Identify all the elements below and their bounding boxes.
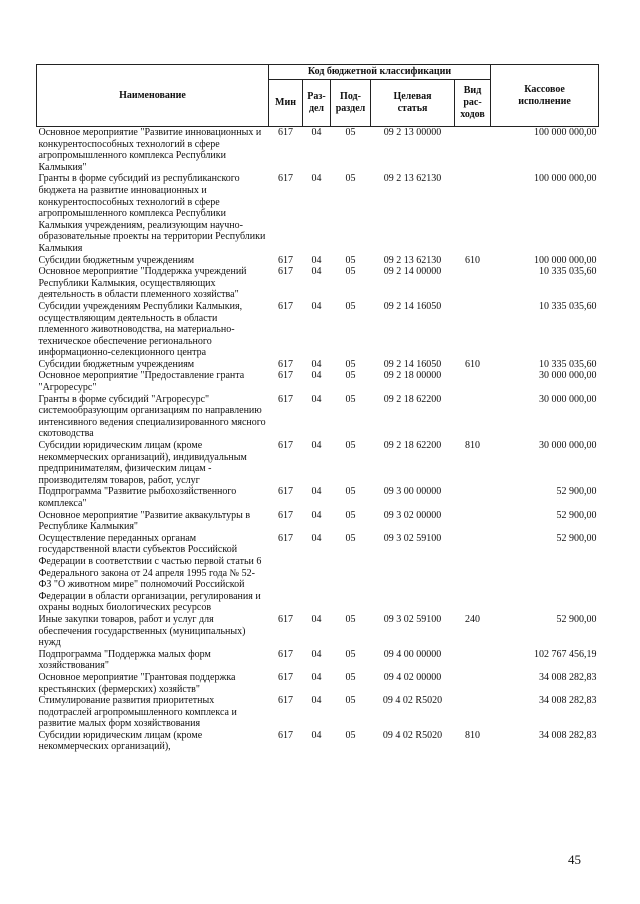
row-amount: 52 900,00 (556, 532, 597, 544)
row-vid (455, 695, 491, 730)
row-podrazdel: 05 (345, 671, 356, 683)
row-vid (455, 672, 491, 695)
table-row (37, 486, 599, 509)
row-razdel: 04 (311, 532, 322, 544)
row-razdel: 04 (311, 266, 322, 278)
row-podrazdel: 05 (345, 358, 356, 370)
table-row (37, 672, 599, 695)
table-body (37, 127, 599, 754)
table-row (37, 301, 599, 359)
row-razdel: 04 (311, 671, 322, 683)
table-row (37, 440, 599, 486)
row-amount: 102 767 456,19 (534, 648, 597, 660)
row-name: Основное мероприятие "Грантовая поддержка крестьянских (фермерских) хозяйств" (38, 671, 236, 695)
row-target: 09 2 18 00000 (383, 370, 442, 382)
row-razdel: 04 (311, 127, 322, 138)
row-name: Гранты в форме субсидий из республиканского бюджета на развитие инновационных и конкурентоспособных технологий в сфере агропромышленного комплекса Республики Калмыкия учреждениям, реализующим научно-образовательные проекты на территории Республики Калмыкия (38, 173, 266, 254)
row-min: 617 (278, 173, 293, 185)
row-min: 617 (278, 370, 293, 382)
row-podrazdel: 05 (345, 370, 356, 382)
header-name: Наименование (37, 65, 269, 127)
row-name: Основное мероприятие "Поддержка учреждений Республики Калмыкия, осуществляющих деятельность в области племенного хозяйства" (38, 266, 247, 301)
table-row (37, 510, 599, 533)
table-row (37, 359, 599, 371)
row-amount: 52 900,00 (556, 613, 597, 625)
table-header (37, 65, 599, 127)
table-row (37, 614, 599, 649)
row-podrazdel: 05 (345, 393, 356, 405)
row-podrazdel: 05 (345, 695, 356, 707)
row-amount: 100 000 000,00 (534, 173, 597, 185)
row-min: 617 (278, 440, 293, 452)
row-vid: 610 (465, 254, 481, 266)
row-podrazdel: 05 (345, 509, 356, 521)
row-name: Субсидии бюджетным учреждениям (38, 358, 195, 370)
row-target: 09 2 14 16050 (383, 358, 442, 370)
page-number: 45 (568, 852, 581, 867)
row-name: Подпрограмма "Поддержка малых форм хозяйствования" (38, 648, 211, 672)
row-razdel: 04 (311, 729, 322, 741)
row-vid (455, 173, 491, 254)
row-vid (455, 370, 491, 393)
budget-table (36, 64, 599, 753)
row-razdel: 04 (311, 440, 322, 452)
row-amount: 10 335 035,60 (539, 266, 597, 278)
row-podrazdel: 05 (345, 613, 356, 625)
row-min: 617 (278, 532, 293, 544)
row-min: 617 (278, 613, 293, 625)
row-target: 09 4 02 00000 (383, 671, 442, 683)
row-target: 09 4 02 R5020 (382, 729, 443, 741)
row-podrazdel: 05 (345, 173, 356, 185)
row-min: 617 (278, 266, 293, 278)
table-row (37, 394, 599, 440)
row-min: 617 (278, 671, 293, 683)
row-vid (455, 301, 491, 359)
row-podrazdel: 05 (345, 440, 356, 452)
table-row (37, 730, 599, 753)
row-name: Субсидии юридическим лицам (кроме некоммерческих организаций), (38, 729, 203, 753)
row-target: 09 3 02 00000 (383, 509, 442, 521)
header-budget-code-group: Код бюджетной классификации (269, 65, 491, 80)
row-min: 617 (278, 300, 293, 312)
row-name: Гранты в форме субсидий "Агроресурс" системообразующим организациям по направлению интенсивного ведения специализированного мясного скотоводства (38, 393, 266, 440)
row-min: 617 (278, 393, 293, 405)
row-razdel: 04 (311, 486, 322, 498)
row-vid (455, 127, 491, 174)
row-vid: 610 (465, 358, 481, 370)
row-razdel: 04 (311, 173, 322, 185)
table-row (37, 649, 599, 672)
row-podrazdel: 05 (345, 486, 356, 498)
row-razdel: 04 (311, 300, 322, 312)
row-vid: 810 (465, 729, 481, 741)
row-razdel: 04 (311, 509, 322, 521)
row-amount: 10 335 035,60 (539, 358, 597, 370)
row-name: Субсидии бюджетным учреждениям (38, 254, 195, 266)
row-vid (455, 533, 491, 614)
row-name: Основное мероприятие "Предоставление гранта "Агроресурс" (38, 370, 245, 394)
row-vid: 810 (465, 440, 481, 452)
row-amount: 10 335 035,60 (539, 300, 597, 312)
header-razdel: Раз- дел (303, 80, 331, 127)
row-target: 09 2 18 62200 (383, 393, 442, 405)
row-vid (455, 510, 491, 533)
row-vid (455, 394, 491, 440)
row-podrazdel: 05 (345, 729, 356, 741)
row-vid (455, 649, 491, 672)
row-razdel: 04 (311, 695, 322, 707)
row-target: 09 2 14 16050 (383, 300, 442, 312)
row-amount: 30 000 000,00 (539, 440, 597, 452)
row-amount: 100 000 000,00 (534, 127, 597, 138)
row-podrazdel: 05 (345, 254, 356, 266)
row-podrazdel: 05 (345, 266, 356, 278)
row-min: 617 (278, 729, 293, 741)
row-target: 09 3 02 59100 (383, 532, 442, 544)
row-name: Стимулирование развития приоритетных подотраслей агропромышленного комплекса и развитие малых форм хозяйствования (38, 695, 237, 730)
row-min: 617 (278, 486, 293, 498)
row-name: Основное мероприятие "Развитие инновационных и конкурентоспособных технологий в сфере агропромышленного комплекса Республики Калмыкия" (38, 127, 262, 173)
row-amount: 100 000 000,00 (534, 254, 597, 266)
table-row (37, 255, 599, 267)
row-min: 617 (278, 648, 293, 660)
table-row (37, 370, 599, 393)
row-target: 09 2 18 62200 (383, 440, 442, 452)
header-min: Мин (269, 80, 303, 127)
row-amount: 52 900,00 (556, 509, 597, 521)
row-target: 09 4 00 00000 (383, 648, 442, 660)
row-podrazdel: 05 (345, 648, 356, 660)
row-min: 617 (278, 695, 293, 707)
header-vid: Вид рас- ходов (455, 80, 491, 127)
row-amount: 30 000 000,00 (539, 393, 597, 405)
table-row (37, 127, 599, 174)
row-podrazdel: 05 (345, 532, 356, 544)
header-podrazdel: Под- раздел (331, 80, 371, 127)
row-name: Подпрограмма "Развитие рыбохозяйственного комплекса" (38, 486, 237, 509)
row-name: Субсидии юридическим лицам (кроме некоммерческих организаций), индивидуальным предпринимателям, физическим лицам - производителям товаров, работ, услуг (38, 440, 247, 486)
row-amount: 30 000 000,00 (539, 370, 597, 382)
row-name: Осуществление переданных органам государственной власти субъектов Российской Федерации в соответствии с частью первой статьи 6 Федерального закона от 24 апреля 1995 года № 52-ФЗ "О животном мире" полномочий Российской Федерации в области организации, регулирования и охраны водных биологических ресурсов (38, 532, 262, 614)
row-min: 617 (278, 358, 293, 370)
row-vid: 240 (465, 613, 481, 625)
table-row (37, 533, 599, 614)
row-podrazdel: 05 (345, 300, 356, 312)
row-razdel: 04 (311, 648, 322, 660)
row-razdel: 04 (311, 358, 322, 370)
row-target: 09 3 00 00000 (383, 486, 442, 498)
row-amount: 34 008 282,83 (539, 729, 597, 741)
header-target: Целевая статья (371, 80, 455, 127)
row-vid (455, 266, 491, 301)
row-razdel: 04 (311, 370, 322, 382)
row-target: 09 2 13 00000 (383, 127, 442, 138)
row-amount: 34 008 282,83 (539, 695, 597, 707)
table-row (37, 695, 599, 730)
row-target: 09 2 13 62130 (383, 254, 442, 266)
row-name: Основное мероприятие "Развитие аквакультуры в Республике Калмыкия" (38, 509, 251, 533)
row-name: Иные закупки товаров, работ и услуг для обеспечения государственных (муниципальных) нужд (38, 613, 246, 649)
row-razdel: 04 (311, 393, 322, 405)
row-podrazdel: 05 (345, 127, 356, 138)
row-target: 09 2 13 62130 (383, 173, 442, 185)
table-row (37, 266, 599, 301)
row-name: Субсидии учреждениям Республики Калмыкия, осуществляющим деятельность в области племенного животноводства, на материально-техническое обеспечение регионального информационно-селекционного центра (38, 300, 243, 359)
row-min: 617 (278, 127, 293, 138)
row-min: 617 (278, 254, 293, 266)
row-amount: 52 900,00 (556, 486, 597, 498)
table-row (37, 173, 599, 254)
header-cash-execution: Кассовое исполнение (491, 65, 599, 127)
row-razdel: 04 (311, 254, 322, 266)
row-amount: 34 008 282,83 (539, 671, 597, 683)
row-target: 09 2 14 00000 (383, 266, 442, 278)
row-target: 09 4 02 R5020 (382, 695, 443, 707)
row-vid (455, 486, 491, 509)
row-razdel: 04 (311, 613, 322, 625)
row-target: 09 3 02 59100 (383, 613, 442, 625)
row-min: 617 (278, 509, 293, 521)
